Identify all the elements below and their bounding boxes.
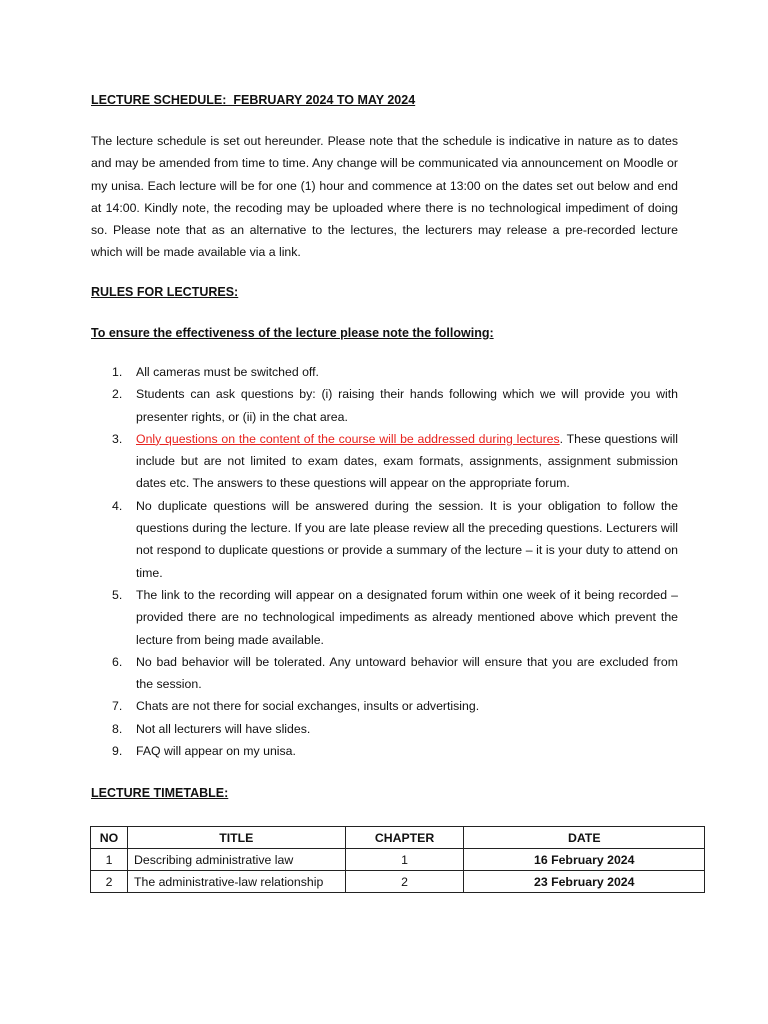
rule-text: The link to the recording will appear on a designated forum within one week of it being recorded – provided there are no technological impediments as already mentioned above which prevent the lecture from being made available.: [136, 587, 678, 647]
page-title: LECTURE SCHEDULE: FEBRUARY 2024 TO MAY 2024: [91, 93, 416, 107]
rule-number: 8.: [112, 721, 123, 736]
cell-no: 2: [91, 871, 128, 893]
rule-item-4: [91, 495, 678, 584]
cell-title: The administrative-law relationship: [127, 871, 345, 893]
rule-item-1: [91, 361, 678, 383]
rule-item-2: [91, 383, 678, 428]
cell-date: 16 February 2024: [464, 849, 705, 871]
rule-number: 7.: [112, 699, 123, 714]
table-row: [91, 849, 705, 871]
column-header-no: NO: [91, 827, 128, 849]
rule-item-9: [91, 740, 678, 762]
rule-number: 1.: [112, 365, 123, 379]
column-header-title: TITLE: [127, 827, 345, 849]
rule-number: 5.: [112, 587, 123, 602]
table-header-row: [91, 827, 705, 849]
rule-item-8: [91, 718, 678, 740]
rule-text: . These questions will include but are not limited to exam dates, exam formats, assignments, assignment submission dates etc. The answers to these questions will appear on the appropriate forum.: [136, 431, 678, 491]
rule-item-5: [91, 584, 678, 651]
rule-text: Students can ask questions by: (i) raising their hands following which we will provide you with presenter rights, or (ii) in the chat area.: [136, 387, 678, 424]
rule-text: All cameras must be switched off.: [136, 365, 319, 379]
intro-paragraph: The lecture schedule is set out hereunder. Please note that the schedule is indicative in nature as to dates and may be amended from time to time. Any change will be communicated via announcement on Moodle or my unisa. Each lecture will be for one (1) hour and commence at 13:00 on the dates set out below and end at 14:00. Kindly note, the recoding may be uploaded where there is no technological impediment of doing so. Please note that as an alternative to the lectures, the lecturers may release a pre-recorded lecture which will be made available via a link.: [91, 134, 678, 260]
rule-number: 9.: [112, 744, 123, 759]
rule-text: Chats are not there for social exchanges, insults or advertising.: [136, 699, 480, 714]
rule-number: 2.: [112, 387, 123, 402]
cell-no: 1: [91, 849, 128, 871]
cell-date: 23 February 2024: [464, 871, 705, 893]
rules-list: [91, 361, 678, 762]
rule-text: No bad behavior will be tolerated. Any untoward behavior will ensure that you are excluded from the session.: [136, 654, 678, 692]
rule-text: No duplicate questions will be answered during the session. It is your obligation to follow the questions during the lecture. If you are late please review all the preceding questions. Lecturers will not respond to duplicate questions or provide a summary of the lecture – it is your duty to attend on time.: [136, 498, 678, 580]
column-header-chapter: CHAPTER: [345, 827, 464, 849]
rule-number: 6.: [112, 654, 123, 669]
cell-title: Describing administrative law: [127, 849, 345, 871]
rule-text: FAQ will appear on my unisa.: [136, 744, 296, 759]
rule-text: Not all lecturers will have slides.: [136, 721, 311, 736]
rules-heading: RULES FOR LECTURES:: [91, 285, 239, 299]
rule-number: 3.: [112, 431, 123, 446]
timetable-heading: LECTURE TIMETABLE:: [91, 786, 229, 800]
rule-number: 4.: [112, 498, 123, 513]
rules-subheading: To ensure the effectiveness of the lecture please note the following:: [91, 326, 494, 340]
cell-chapter: 2: [345, 871, 464, 893]
cell-chapter: 1: [345, 849, 464, 871]
rule-item-7: [91, 695, 678, 717]
table-row: [91, 871, 705, 893]
rule-item-3: [91, 428, 678, 495]
lecture-timetable: [90, 826, 705, 893]
rule-highlight: Only questions on the content of the course will be addressed during lectures: [136, 431, 560, 446]
column-header-date: DATE: [464, 827, 705, 849]
rule-item-6: [91, 651, 678, 696]
